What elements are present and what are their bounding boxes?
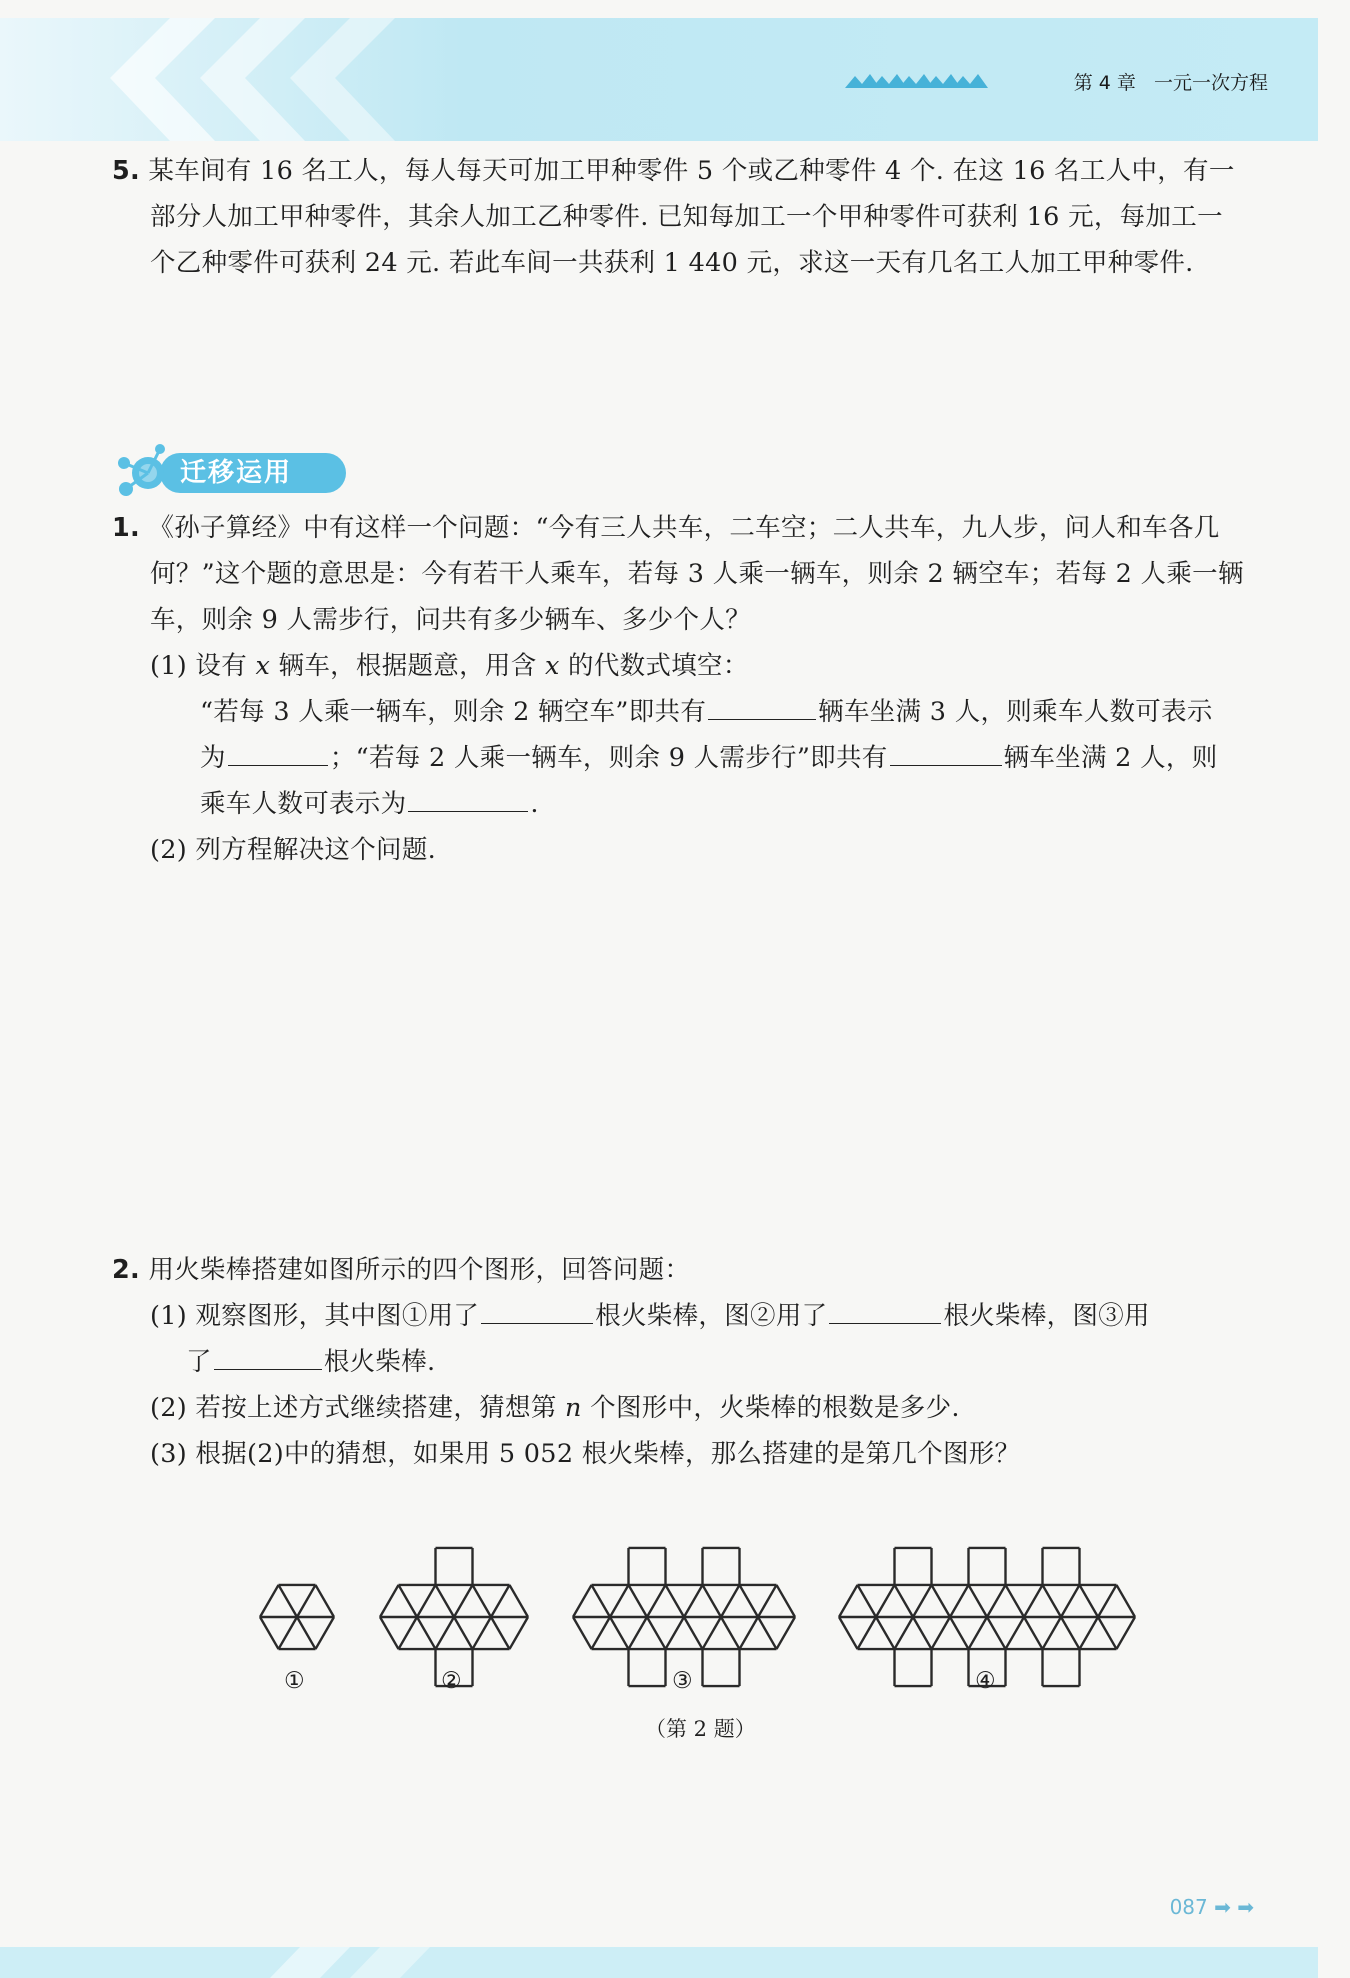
matchstick <box>777 1585 796 1617</box>
matchstick <box>703 1617 722 1649</box>
matchstick <box>721 1617 740 1649</box>
matchstick <box>260 1585 279 1617</box>
matchstick <box>399 1585 418 1617</box>
matchstick <box>1061 1617 1080 1649</box>
matchstick <box>491 1617 510 1649</box>
p1-sub1: (1) 设有 x 辆车，根据题意，用含 x 的代数式填空： <box>150 651 749 681</box>
figure-label-1: ① <box>284 1668 305 1694</box>
matchstick <box>380 1617 399 1649</box>
matchstick <box>913 1585 932 1617</box>
p2-number: 2. <box>112 1255 141 1285</box>
p2-stem: 2. 用火柴棒搭建如图所示的四个图形，回答问题： <box>112 1255 691 1285</box>
arrow-icon: ➡ ➡ <box>1214 1895 1254 1919</box>
matchstick <box>473 1617 492 1649</box>
matchstick <box>629 1617 648 1649</box>
matchstick <box>721 1585 740 1617</box>
matchstick <box>858 1617 877 1649</box>
figure-label-2: ② <box>441 1668 462 1694</box>
matchstick <box>399 1617 418 1649</box>
matchstick <box>491 1585 510 1617</box>
matchstick <box>839 1617 858 1649</box>
matchstick <box>316 1585 335 1617</box>
matchstick <box>987 1617 1006 1649</box>
matchstick <box>1117 1585 1136 1617</box>
p1-line-2: 何？”这个题的意思是：今有若干人乘车，若每 3 人乘一辆车，则余 2 辆空车；若每 2 人乘一辆 <box>150 559 1244 589</box>
matchstick <box>573 1617 592 1649</box>
matchstick <box>758 1617 777 1649</box>
matchstick <box>839 1585 858 1617</box>
matchstick <box>417 1617 436 1649</box>
p1-fill-line-3: 乘车人数可表示为 . <box>200 789 539 819</box>
matchstick <box>510 1617 529 1649</box>
matchstick <box>666 1617 685 1649</box>
matchstick <box>950 1585 969 1617</box>
p1-number: 1. <box>112 513 141 543</box>
p2-sub3: (3) 根据(2)中的猜想，如果用 5 052 根火柴棒，那么搭建的是第几个图形？ <box>150 1439 1021 1469</box>
matchstick <box>666 1585 685 1617</box>
matchstick <box>417 1585 436 1617</box>
p1-sub2: (2) 列方程解决这个问题. <box>150 835 437 865</box>
matchstick <box>473 1585 492 1617</box>
q5-number: 5. <box>112 156 141 186</box>
matchstick <box>1117 1617 1136 1649</box>
page-number: 087 ➡ ➡ <box>1169 1895 1254 1919</box>
matchstick <box>436 1585 455 1617</box>
matchstick <box>1080 1617 1099 1649</box>
matchstick <box>573 1585 592 1617</box>
matchstick <box>1006 1617 1025 1649</box>
matchstick <box>858 1585 877 1617</box>
matchstick <box>592 1617 611 1649</box>
p1-fill-line-2: 为 ；“若每 2 人乘一辆车，则余 9 人需步行”即共有 辆车坐满 2 人，则 <box>200 743 1218 773</box>
matchstick <box>592 1585 611 1617</box>
matchstick <box>932 1617 951 1649</box>
matchstick <box>279 1585 298 1617</box>
matchstick <box>876 1617 895 1649</box>
matchstick <box>1006 1585 1025 1617</box>
figure-label-3: ③ <box>672 1668 693 1694</box>
matchstick <box>647 1617 666 1649</box>
matchstick <box>969 1585 988 1617</box>
footer-band <box>0 1923 1318 1978</box>
matchstick <box>777 1617 796 1649</box>
matchstick <box>297 1585 316 1617</box>
matchstick <box>316 1617 335 1649</box>
matchstick <box>260 1617 279 1649</box>
matchstick <box>740 1585 759 1617</box>
matchstick <box>932 1585 951 1617</box>
p1-line-1: 1. 《孙子算经》中有这样一个问题：“今有三人共车，二车空；二人共车，九人步，问人和车各几 <box>112 513 1220 543</box>
chapter-title: 一元一次方程 <box>1153 72 1268 94</box>
q5-line-2: 部分人加工甲种零件，其余人加工乙种零件. 已知每加工一个甲种零件可获利 16 元，每加工一 <box>150 202 1223 232</box>
chapter-number: 第 4 章 <box>1073 72 1136 94</box>
figure-caption: （第 2 题） <box>645 1717 756 1741</box>
matchstick <box>913 1617 932 1649</box>
matchstick <box>1061 1585 1080 1617</box>
matchstick <box>703 1585 722 1617</box>
p1-line-3: 车，则余 9 人需步行，问共有多少辆车、多少个人？ <box>150 605 751 635</box>
matchstick <box>1043 1617 1062 1649</box>
matchstick <box>380 1585 399 1617</box>
section-title: 迁移运用 <box>180 458 293 488</box>
matchstick <box>1024 1585 1043 1617</box>
matchstick <box>740 1617 759 1649</box>
matchstick <box>297 1617 316 1649</box>
q5-line-3: 个乙种零件可获利 24 元. 若此车间一共获利 1 440 元，求这一天有几名工人加工甲种零件. <box>150 248 1194 278</box>
matchstick <box>684 1585 703 1617</box>
matchstick <box>647 1585 666 1617</box>
matchstick <box>1043 1585 1062 1617</box>
matchstick <box>950 1617 969 1649</box>
matchstick <box>969 1617 988 1649</box>
matchstick <box>629 1585 648 1617</box>
matchstick <box>1080 1585 1099 1617</box>
q5-line-1: 5. 某车间有 16 名工人，每人每天可加工甲种零件 5 个或乙种零件 4 个. 在这 16 名工人中，有一 <box>112 156 1235 186</box>
matchstick <box>436 1617 455 1649</box>
matchstick <box>1024 1617 1043 1649</box>
matchstick <box>758 1585 777 1617</box>
matchstick <box>610 1617 629 1649</box>
p2-sub1-cont: 了 根火柴棒. <box>186 1347 436 1377</box>
p2-sub2: (2) 若按上述方式继续搭建，猜想第 n 个图形中，火柴棒的根数是多少. <box>150 1393 960 1423</box>
p1-fill-line-1: “若每 3 人乘一辆车，则余 2 辆空车”即共有 辆车坐满 3 人，则乘车人数可表示 <box>200 697 1213 727</box>
figure-label-4: ④ <box>975 1668 996 1694</box>
matchstick <box>1098 1617 1117 1649</box>
matchstick <box>895 1585 914 1617</box>
matchstick <box>684 1617 703 1649</box>
matchstick <box>895 1617 914 1649</box>
matchstick <box>454 1585 473 1617</box>
matchstick <box>454 1617 473 1649</box>
matchstick <box>987 1585 1006 1617</box>
matchstick <box>510 1585 529 1617</box>
matchstick <box>610 1585 629 1617</box>
matchstick <box>876 1585 895 1617</box>
p2-sub1: (1) 观察图形，其中图①用了 根火柴棒，图②用了 根火柴棒，图③用 <box>150 1301 1150 1331</box>
matchstick <box>1098 1585 1117 1617</box>
matchstick <box>279 1617 298 1649</box>
